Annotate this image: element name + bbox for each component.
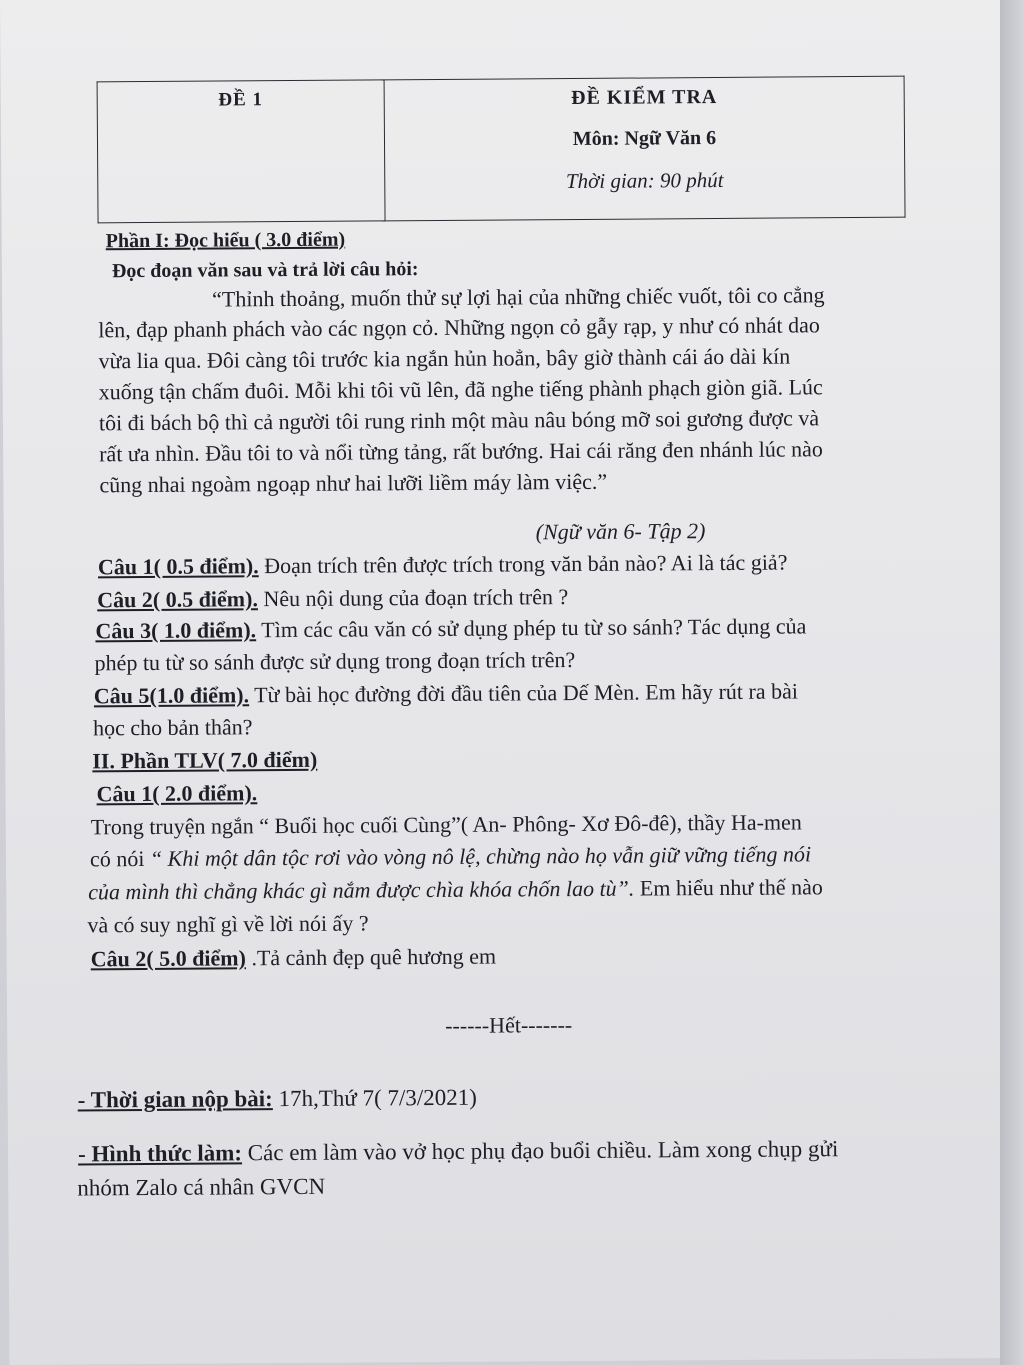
passage-line: “Thỉnh thoảng, muốn thử sự lợi hại của những chiếc vuốt, tôi co cẳng [212,282,825,312]
deadline-label: - Thời gian nộp bài: [77,1086,273,1113]
exam-info-cell [384,76,905,221]
essay-1-text: có nói [89,845,150,872]
deadline [78,1086,477,1112]
question-5 [94,680,798,707]
question-3-continued: phép tu từ so sánh được sử dụng trong đoạn trích trên? [94,647,576,676]
essay-2-text: .Tả cảnh đẹp quê hương em [245,943,497,971]
passage-line: lên, đạp phanh phách vào các ngọn cỏ. Những ngọn cỏ gẫy rạp, y như có nhát dao [98,312,820,343]
exam-code-cell [97,80,385,223]
passage-line: tôi đi bách bộ thì cả người tôi rung rinh một màu nâu bóng mỡ soi gương được và [98,405,820,436]
exam-header-table [97,76,906,224]
question-5-label: Câu 5(1.0 điểm). [93,682,250,709]
exam-subject: Môn: Ngữ Văn 6 [572,127,717,151]
passage-line: xuống tận chấm đuôi. Mỗi khi tôi vũ lên, đã nghe tiếng phành phạch giòn giã. Lúc [98,374,823,405]
question-5-continued: học cho bản thân? [92,714,253,741]
question-2 [97,586,568,611]
question-3 [95,615,806,642]
exam-title: ĐỀ KIỂM TRA [571,85,718,110]
exam-code: ĐỀ 1 [218,89,264,111]
method-value: Các em làm vào vở học phụ đạo buổi chiều. Làm xong chụp gửi [241,1136,839,1166]
question-2-text: Nêu nội dung của đoạn trích trên ? [257,584,569,612]
question-1 [97,549,788,580]
essay-1-line [88,876,823,903]
essay-1-line: và có suy nghĩ gì về lời nói ấy ? [87,910,369,938]
question-1-label: Câu 1( 0.5 điểm). [97,553,259,580]
question-2-label: Câu 2( 0.5 điểm). [97,586,258,613]
question-3-label: Câu 3( 1.0 điểm). [95,617,257,644]
paper-edge-shadow [1000,0,1024,1365]
essay-1-quote: “ Khi một dân tộc rơi vào vòng nô lệ, chừng nào họ vẫn giữ vững tiếng nói [149,841,812,871]
essay-1-label: Câu 1( 2.0 điểm). [96,780,258,807]
passage-source: (Ngữ văn 6- Tập 2) [535,518,706,545]
question-1-text: Đoạn trích trên được trích trong văn bản nào? Ai là tác giả? [258,549,788,579]
question-5-text: Từ bài học đường đời đầu tiên của Dế Mèn. Em hãy rút ra bài [248,678,799,708]
part2-heading: II. Phần TLV( 7.0 điểm) [92,746,318,774]
end-mark: ------Hết------- [445,1012,573,1038]
passage-line: cũng nhai ngoàm ngoạp như hai lưỡi liềm máy làm việc.” [99,468,608,498]
part1-heading: Phần I: Đọc hiểu ( 3.0 điểm) [105,228,346,253]
submission-method [78,1137,838,1165]
passage-line: rất ưa nhìn. Đầu tôi to và nổi từng tảng, rất bướng. Hai cái răng đen nhánh lúc nào [99,436,823,467]
exam-duration: Thời gian: 90 phút [565,167,724,194]
method-label: - Hình thức làm: [77,1140,243,1167]
question-3-text: Tìm các câu văn có sử dụng phép tu từ so sánh? Tác dụng của [256,613,807,643]
essay-2-label: Câu 2( 5.0 điểm) [90,945,246,972]
submission-method-continued: nhóm Zalo cá nhân GVCN [77,1173,326,1201]
passage-line: vừa lia qua. Đôi càng tôi trước kia ngắn hủn hoẳn, bây giờ thành cái áo dài kín [98,343,791,374]
essay-1-text: Em hiểu như thế nào [634,874,823,901]
part1-instruction: Đọc đoạn văn sau và trả lời câu hỏi: [111,258,419,283]
deadline-value: 17h,Thứ 7( 7/3/2021) [272,1084,477,1112]
essay-1-quote: của mình thì chẳng khác gì nắm được chìa khóa chốn lao tù”. [88,875,635,905]
essay-1-line [90,843,811,870]
essay-2 [90,943,497,972]
essay-1-line: Trong truyện ngắn “ Buổi học cuối Cùng”( An- Phông- Xơ Đô-đê), thầy Ha-men [90,809,802,840]
